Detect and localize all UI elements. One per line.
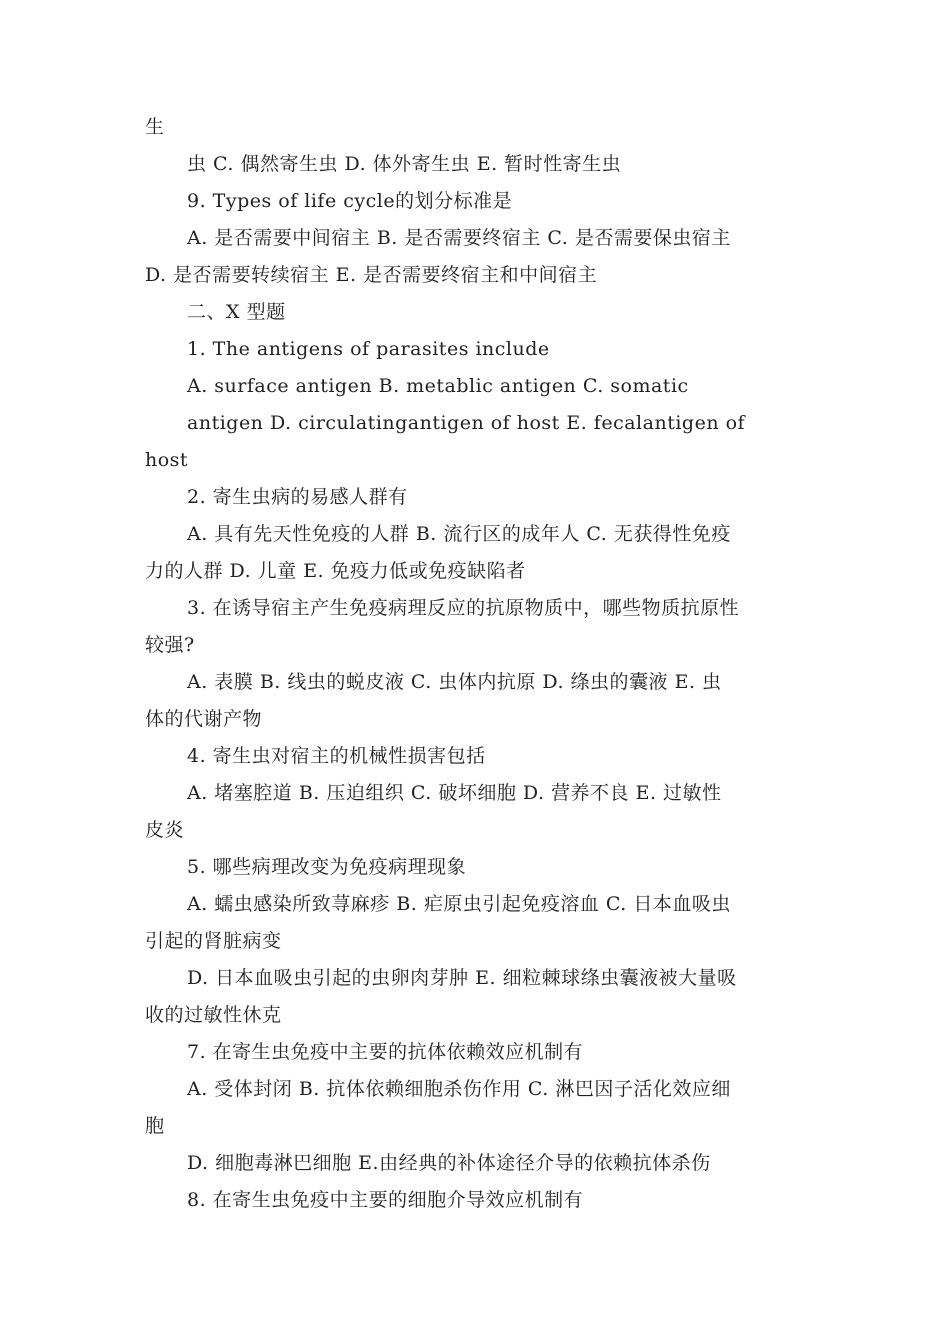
text-line: 较强? <box>145 634 195 656</box>
question-text: 1. The antigens of parasites include <box>187 338 550 360</box>
answer-options: A. surface antigen B. metablic antigen C. somatic <box>187 375 689 397</box>
answer-options: D. 日本血吸虫引起的虫卵肉芽肿 E. 细粒棘球绦虫囊液被大量吸 <box>187 967 737 989</box>
text-line: 收的过敏性休克 <box>145 1004 282 1026</box>
answer-options: A. 蠕虫感染所致荨麻疹 B. 疟原虫引起免疫溶血 C. 日本血吸虫 <box>187 893 731 915</box>
text-line: antigen D. circulatingantigen of host E. fecalantigen of <box>187 412 746 434</box>
text-line: 力的人群 D. 儿童 E. 免疫力低或免疫缺陷者 <box>145 560 526 582</box>
text-line: 9. Types of life cycle的划分标准是 <box>187 190 513 212</box>
answer-options: A. 受体封闭 B. 抗体依赖细胞杀伤作用 C. 淋巴因子活化效应细 <box>187 1078 731 1100</box>
text-line: A. 是否需要中间宿主 B. 是否需要终宿主 C. 是否需要保虫宿主 <box>187 227 731 249</box>
text-line: 皮炎 <box>145 819 185 841</box>
section-heading: 二、X 型题 <box>187 301 286 323</box>
text-line: 胞 <box>145 1115 165 1137</box>
question-text: 4. 寄生虫对宿主的机械性损害包括 <box>187 745 486 767</box>
question-text: 5. 哪些病理改变为免疫病理现象 <box>187 856 467 878</box>
answer-options: D. 细胞毒淋巴细胞 E.由经典的补体途径介导的依赖抗体杀伤 <box>187 1152 711 1174</box>
question-text: 8. 在寄生虫免疫中主要的细胞介导效应机制有 <box>187 1189 584 1211</box>
text-line: 引起的肾脏病变 <box>145 930 282 952</box>
answer-options: A. 堵塞腔道 B. 压迫组织 C. 破坏细胞 D. 营养不良 E. 过敏性 <box>187 782 722 804</box>
answer-options: A. 表膜 B. 线虫的蜕皮液 C. 虫体内抗原 D. 绦虫的囊液 E. 虫 <box>187 671 722 693</box>
text-line: D. 是否需要转续宿主 E. 是否需要终宿主和中间宿主 <box>145 264 598 286</box>
answer-options: A. 具有先天性免疫的人群 B. 流行区的成年人 C. 无获得性免疫 <box>187 523 731 545</box>
question-text: 7. 在寄生虫免疫中主要的抗体依赖效应机制有 <box>187 1041 584 1063</box>
text-line: 生 <box>145 116 165 138</box>
question-text: 3. 在诱导宿主产生免疫病理反应的抗原物质中，哪些物质抗原性 <box>187 597 740 619</box>
text-line: 体的代谢产物 <box>145 708 263 730</box>
text-line: host <box>145 449 189 471</box>
text-line: 虫 C. 偶然寄生虫 D. 体外寄生虫 E. 暂时性寄生虫 <box>187 153 622 175</box>
question-text: 2. 寄生虫病的易感人群有 <box>187 486 408 508</box>
